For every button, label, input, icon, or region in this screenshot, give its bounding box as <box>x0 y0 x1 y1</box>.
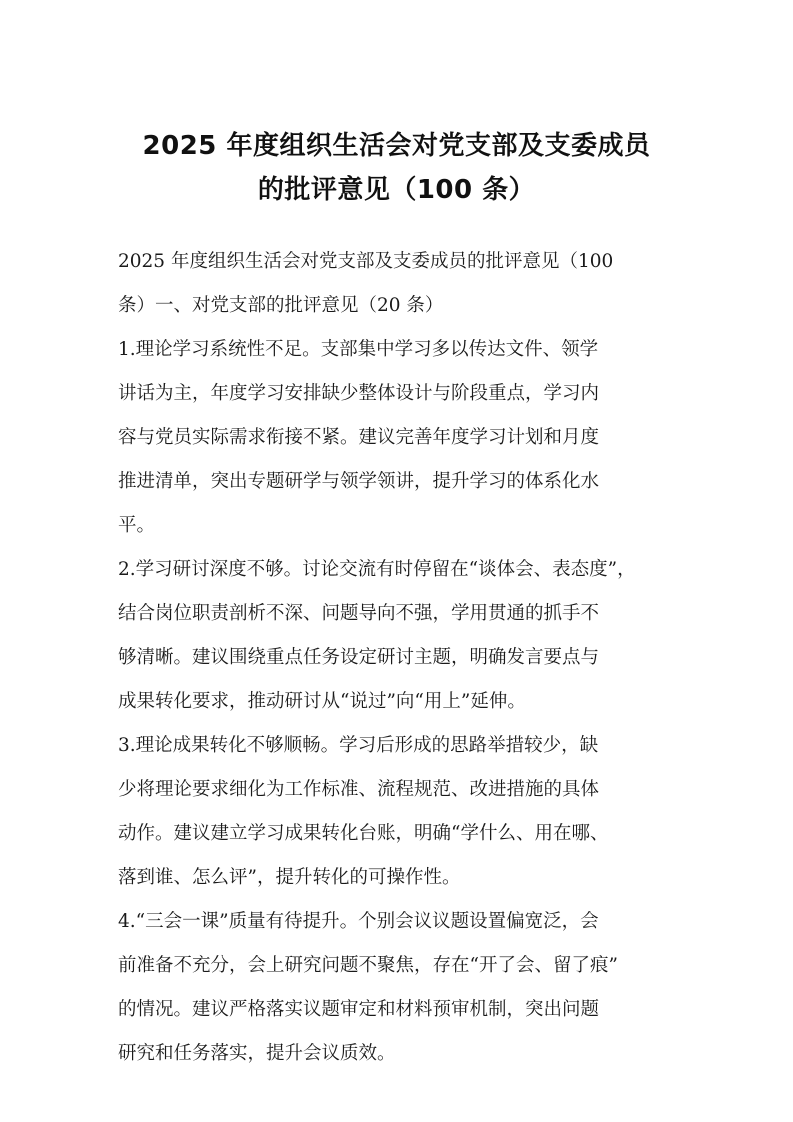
item-line: 容与党员实际需求衔接不紧。建议完善年度学习计划和月度 <box>118 427 600 448</box>
intro-line: 条）一、对党支部的批评意见（20 条） <box>118 295 444 316</box>
item-line: 够清晰。建议围绕重点任务设定研讨主题，明确发言要点与 <box>118 647 600 668</box>
item-line: 落到谁、怎么评”，提升转化的可操作性。 <box>118 867 461 888</box>
item-line: 讲话为主，年度学习安排缺少整体设计与阶段重点，学习内 <box>118 383 600 404</box>
item-line: 前准备不充分，会上研究问题不聚焦，存在“开了会、留了痕” <box>118 955 618 976</box>
item-line: 结合岗位职责剖析不深、问题导向不强，学用贯通的抓手不 <box>118 603 600 624</box>
item-line: 动作。建议建立学习成果转化台账，明确“学什么、用在哪、 <box>118 823 609 844</box>
item-line: 2.学习研讨深度不够。讨论交流有时停留在“谈体会、表态度”， <box>118 559 636 580</box>
intro-line: 2025 年度组织生活会对党支部及支委成员的批评意见（100 <box>118 251 614 272</box>
intro-paragraph <box>118 240 678 328</box>
document-body <box>118 240 678 1076</box>
document-title-line-1: 2025 年度组织生活会对党支部及支委成员 <box>142 131 651 161</box>
item-line: 推进清单，突出专题研学与领学领讲，提升学习的体系化水 <box>118 471 600 492</box>
item-line: 3.理论成果转化不够顺畅。学习后形成的思路举措较少，缺 <box>118 735 599 756</box>
item-line: 成果转化要求，推动研讨从“说过”向“用上”延伸。 <box>118 691 526 712</box>
item-2-paragraph <box>118 548 678 724</box>
item-line: 研究和任务落实，提升会议质效。 <box>118 1043 396 1064</box>
item-line: 少将理论要求细化为工作标准、流程规范、改进措施的具体 <box>118 779 600 800</box>
item-line: 的情况。建议严格落实议题审定和材料预审机制，突出问题 <box>118 999 600 1020</box>
item-line: 1.理论学习系统性不足。支部集中学习多以传达文件、领学 <box>118 339 599 360</box>
item-1-paragraph <box>118 328 678 548</box>
item-4-paragraph <box>118 900 678 1076</box>
item-3-paragraph <box>118 724 678 900</box>
document-title-line-2: 的批评意见（100 条） <box>257 175 536 205</box>
item-line: 平。 <box>118 515 156 536</box>
item-line: 4.“三会一课”质量有待提升。个别会议议题设置偏宽泛，会 <box>118 911 599 932</box>
